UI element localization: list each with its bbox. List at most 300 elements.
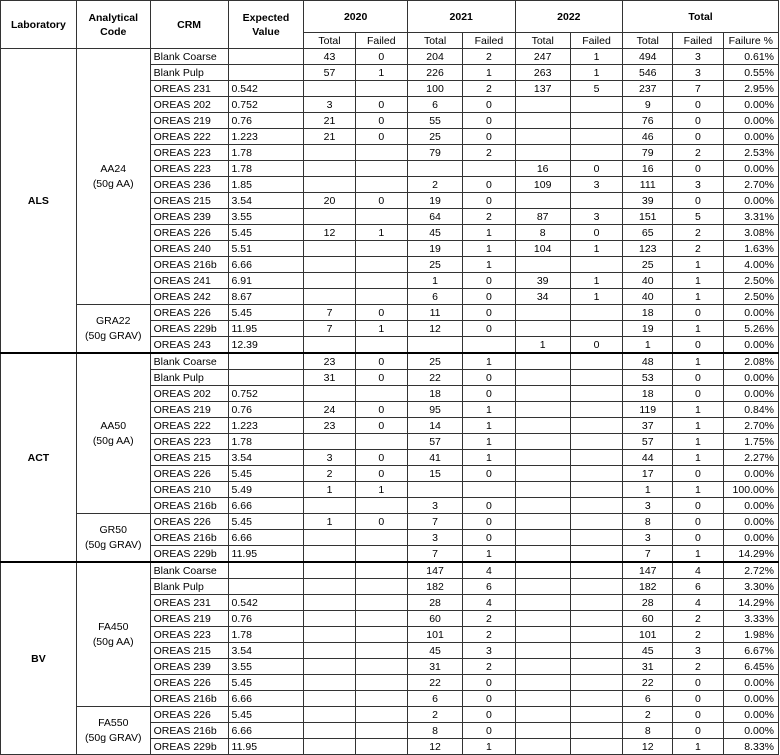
failed-2020	[355, 145, 407, 161]
crm-name: OREAS 240	[150, 241, 228, 257]
failure-percent: 2.70%	[723, 418, 778, 434]
total-2020	[304, 209, 355, 225]
expected-value	[228, 353, 304, 370]
analytical-method: (50g GRAV)	[85, 538, 142, 551]
failure-percent: 0.00%	[723, 466, 778, 482]
subheader-failed: Failed	[355, 33, 407, 49]
crm-name: Blank Coarse	[150, 353, 228, 370]
failed-2020: 0	[355, 418, 407, 434]
failed-2020: 0	[355, 97, 407, 113]
subheader-total: Total	[623, 33, 673, 49]
total-2020: 23	[304, 353, 355, 370]
analytical-code	[76, 707, 150, 755]
total-2022: 16	[515, 161, 570, 177]
total-failed: 0	[673, 498, 723, 514]
total-2021: 25	[407, 353, 462, 370]
failure-percent: 0.00%	[723, 305, 778, 321]
total-2022: 263	[515, 65, 570, 81]
total-count: 40	[623, 289, 673, 305]
failed-2020	[355, 675, 407, 691]
crm-name: OREAS 236	[150, 177, 228, 193]
failed-2022: 1	[570, 65, 622, 81]
total-2022	[515, 546, 570, 563]
expected-value	[228, 579, 304, 595]
total-count: 40	[623, 273, 673, 289]
crm-name: OREAS 219	[150, 402, 228, 418]
total-count: 123	[623, 241, 673, 257]
failed-2020: 0	[355, 193, 407, 209]
total-2022	[515, 482, 570, 498]
failed-2020	[355, 595, 407, 611]
total-2022	[515, 129, 570, 145]
failure-percent: 2.95%	[723, 81, 778, 97]
total-2021: 15	[407, 466, 462, 482]
header-expected-value: Expected Value	[228, 1, 304, 49]
failed-2021: 4	[463, 595, 515, 611]
failed-2021: 6	[463, 579, 515, 595]
crm-name: Blank Pulp	[150, 65, 228, 81]
failed-2021: 1	[463, 402, 515, 418]
total-2021: 45	[407, 643, 462, 659]
subheader-total: Total	[407, 33, 462, 49]
failed-2022: 0	[570, 225, 622, 241]
total-failed: 2	[673, 241, 723, 257]
analytical-code-name: GR50	[99, 523, 127, 536]
failed-2021: 2	[463, 81, 515, 97]
total-failed: 2	[673, 627, 723, 643]
failed-2021: 0	[463, 723, 515, 739]
total-count: 65	[623, 225, 673, 241]
total-2021: 6	[407, 289, 462, 305]
total-failed: 0	[673, 161, 723, 177]
failed-2021: 1	[463, 257, 515, 273]
failed-2021: 0	[463, 321, 515, 337]
total-2022	[515, 193, 570, 209]
failed-2022	[570, 386, 622, 402]
total-count: 31	[623, 659, 673, 675]
total-failed: 0	[673, 466, 723, 482]
total-count: 60	[623, 611, 673, 627]
total-2021: 2	[407, 707, 462, 723]
total-2020: 24	[304, 402, 355, 418]
failed-2022	[570, 145, 622, 161]
failure-percent: 0.00%	[723, 129, 778, 145]
analytical-code-name: FA450	[98, 620, 129, 633]
total-2020	[304, 659, 355, 675]
failure-percent: 0.00%	[723, 707, 778, 723]
table-row	[1, 49, 779, 65]
crm-name: OREAS 229b	[150, 546, 228, 563]
total-2020	[304, 257, 355, 273]
failed-2020	[355, 739, 407, 755]
crm-name: OREAS 219	[150, 611, 228, 627]
total-count: 111	[623, 177, 673, 193]
failed-2022	[570, 402, 622, 418]
total-2021: 41	[407, 450, 462, 466]
crm-name: OREAS 215	[150, 643, 228, 659]
total-failed: 1	[673, 450, 723, 466]
failed-2022	[570, 498, 622, 514]
header-year-2022: 2022	[515, 1, 623, 33]
total-2021: 101	[407, 627, 462, 643]
crm-name: OREAS 241	[150, 273, 228, 289]
total-2020: 43	[304, 49, 355, 65]
total-failed: 1	[673, 321, 723, 337]
failed-2020	[355, 691, 407, 707]
failure-percent: 0.00%	[723, 530, 778, 546]
total-2020	[304, 337, 355, 354]
total-count: 8	[623, 723, 673, 739]
total-2020	[304, 161, 355, 177]
total-count: 2	[623, 707, 673, 723]
failed-2022	[570, 643, 622, 659]
total-failed: 0	[673, 97, 723, 113]
expected-value: 5.51	[228, 241, 304, 257]
total-2022	[515, 418, 570, 434]
total-2020: 57	[304, 65, 355, 81]
failure-percent: 2.70%	[723, 177, 778, 193]
crm-name: OREAS 216b	[150, 498, 228, 514]
failed-2021: 2	[463, 209, 515, 225]
total-count: 147	[623, 562, 673, 579]
failed-2021: 2	[463, 627, 515, 643]
analytical-code	[76, 514, 150, 563]
expected-value: 0.752	[228, 97, 304, 113]
table-row	[1, 305, 779, 321]
failure-percent: 2.50%	[723, 273, 778, 289]
total-2021: 64	[407, 209, 462, 225]
total-2020	[304, 707, 355, 723]
failure-percent: 0.00%	[723, 691, 778, 707]
total-failed: 2	[673, 659, 723, 675]
crm-name: OREAS 243	[150, 337, 228, 354]
crm-name: OREAS 216b	[150, 530, 228, 546]
total-failed: 0	[673, 113, 723, 129]
laboratory-name: ALS	[1, 49, 77, 354]
expected-value: 0.76	[228, 402, 304, 418]
subheader-failed: Failed	[570, 33, 622, 49]
failed-2022	[570, 707, 622, 723]
crm-name: OREAS 239	[150, 209, 228, 225]
failed-2022	[570, 659, 622, 675]
failed-2020: 1	[355, 482, 407, 498]
total-2020: 3	[304, 450, 355, 466]
failed-2020	[355, 177, 407, 193]
total-count: 12	[623, 739, 673, 755]
total-2022	[515, 530, 570, 546]
crm-name: OREAS 215	[150, 193, 228, 209]
total-failed: 5	[673, 209, 723, 225]
failed-2020	[355, 627, 407, 643]
expected-value: 6.66	[228, 691, 304, 707]
total-2021: 6	[407, 691, 462, 707]
expected-value: 5.45	[228, 225, 304, 241]
failure-percent: 14.29%	[723, 546, 778, 563]
total-failed: 0	[673, 514, 723, 530]
total-failed: 1	[673, 289, 723, 305]
failed-2022	[570, 627, 622, 643]
failed-2022	[570, 530, 622, 546]
total-count: 45	[623, 643, 673, 659]
crm-name: OREAS 216b	[150, 723, 228, 739]
total-2020: 1	[304, 514, 355, 530]
total-failed: 1	[673, 482, 723, 498]
header-year-2021: 2021	[407, 1, 515, 33]
total-2022: 109	[515, 177, 570, 193]
expected-value: 6.66	[228, 257, 304, 273]
total-count: 237	[623, 81, 673, 97]
failed-2022	[570, 482, 622, 498]
total-2020: 31	[304, 370, 355, 386]
total-2020	[304, 273, 355, 289]
total-2021: 204	[407, 49, 462, 65]
expected-value: 3.54	[228, 193, 304, 209]
failed-2020	[355, 611, 407, 627]
crm-name: OREAS 222	[150, 129, 228, 145]
failed-2020	[355, 643, 407, 659]
total-2022	[515, 579, 570, 595]
failed-2021: 0	[463, 707, 515, 723]
total-2020	[304, 723, 355, 739]
total-2021: 22	[407, 675, 462, 691]
crm-name: OREAS 231	[150, 595, 228, 611]
crm-name: OREAS 210	[150, 482, 228, 498]
failed-2021: 0	[463, 273, 515, 289]
failure-percent: 6.45%	[723, 659, 778, 675]
failed-2022	[570, 113, 622, 129]
total-2020	[304, 530, 355, 546]
failed-2022	[570, 193, 622, 209]
failed-2022	[570, 305, 622, 321]
total-2020: 7	[304, 321, 355, 337]
analytical-code-name: AA50	[100, 419, 127, 432]
failure-percent: 1.98%	[723, 627, 778, 643]
total-count: 22	[623, 675, 673, 691]
total-count: 79	[623, 145, 673, 161]
analytical-method: (50g AA)	[92, 177, 134, 190]
failed-2022	[570, 434, 622, 450]
total-count: 46	[623, 129, 673, 145]
failed-2020	[355, 161, 407, 177]
total-failed: 0	[673, 337, 723, 354]
total-count: 3	[623, 530, 673, 546]
expected-value: 6.66	[228, 723, 304, 739]
total-2022	[515, 466, 570, 482]
total-failed: 0	[673, 723, 723, 739]
failed-2021: 0	[463, 370, 515, 386]
total-count: 76	[623, 113, 673, 129]
failed-2022	[570, 257, 622, 273]
failure-percent: 0.61%	[723, 49, 778, 65]
failure-percent: 0.00%	[723, 370, 778, 386]
failure-percent: 4.00%	[723, 257, 778, 273]
failure-percent: 2.27%	[723, 450, 778, 466]
failed-2020	[355, 659, 407, 675]
total-2022	[515, 97, 570, 113]
total-failed: 2	[673, 145, 723, 161]
expected-value: 1.78	[228, 627, 304, 643]
expected-value: 3.54	[228, 450, 304, 466]
failed-2021: 4	[463, 562, 515, 579]
crm-name: OREAS 226	[150, 305, 228, 321]
expected-value: 3.55	[228, 659, 304, 675]
total-failed: 3	[673, 49, 723, 65]
header-crm: CRM	[150, 1, 228, 49]
total-failed: 0	[673, 530, 723, 546]
total-2022	[515, 145, 570, 161]
failed-2020	[355, 289, 407, 305]
total-2022: 87	[515, 209, 570, 225]
total-2021: 25	[407, 257, 462, 273]
failed-2020	[355, 434, 407, 450]
total-2021: 147	[407, 562, 462, 579]
total-failed: 1	[673, 402, 723, 418]
total-count: 3	[623, 498, 673, 514]
failure-percent: 100.00%	[723, 482, 778, 498]
failed-2021: 1	[463, 739, 515, 755]
total-failed: 0	[673, 129, 723, 145]
failed-2022: 5	[570, 81, 622, 97]
expected-value: 5.45	[228, 305, 304, 321]
crm-name: OREAS 216b	[150, 691, 228, 707]
total-2021	[407, 482, 462, 498]
expected-value: 6.66	[228, 498, 304, 514]
total-failed: 1	[673, 353, 723, 370]
total-count: 53	[623, 370, 673, 386]
expected-value: 3.54	[228, 643, 304, 659]
total-count: 546	[623, 65, 673, 81]
failed-2020: 0	[355, 450, 407, 466]
failed-2020	[355, 241, 407, 257]
failed-2021: 1	[463, 546, 515, 563]
total-2022: 137	[515, 81, 570, 97]
total-2021	[407, 337, 462, 354]
total-2020: 2	[304, 466, 355, 482]
failure-percent: 0.00%	[723, 386, 778, 402]
crm-name: OREAS 226	[150, 707, 228, 723]
total-2022	[515, 595, 570, 611]
total-failed: 4	[673, 562, 723, 579]
total-2020	[304, 691, 355, 707]
analytical-code-name: GRA22	[96, 314, 131, 327]
failed-2022: 1	[570, 241, 622, 257]
total-count: 151	[623, 209, 673, 225]
failed-2021: 0	[463, 129, 515, 145]
failed-2022	[570, 723, 622, 739]
failed-2020	[355, 707, 407, 723]
crm-name: OREAS 223	[150, 161, 228, 177]
failure-percent: 14.29%	[723, 595, 778, 611]
total-failed: 0	[673, 675, 723, 691]
total-2020: 3	[304, 97, 355, 113]
expected-value: 1.78	[228, 434, 304, 450]
crm-name: OREAS 226	[150, 514, 228, 530]
failed-2022	[570, 579, 622, 595]
total-failed: 0	[673, 386, 723, 402]
crm-name: OREAS 202	[150, 97, 228, 113]
crm-name: OREAS 219	[150, 113, 228, 129]
total-2021: 12	[407, 321, 462, 337]
expected-value: 1.78	[228, 145, 304, 161]
failed-2020	[355, 723, 407, 739]
total-2021: 1	[407, 273, 462, 289]
failure-percent: 1.63%	[723, 241, 778, 257]
total-count: 8	[623, 514, 673, 530]
expected-value	[228, 49, 304, 65]
total-count: 19	[623, 321, 673, 337]
total-2020	[304, 386, 355, 402]
expected-value: 3.55	[228, 209, 304, 225]
failed-2020: 0	[355, 49, 407, 65]
failed-2020	[355, 386, 407, 402]
failed-2020	[355, 81, 407, 97]
analytical-method: (50g GRAV)	[85, 731, 142, 744]
total-2021: 22	[407, 370, 462, 386]
total-2021: 60	[407, 611, 462, 627]
total-count: 18	[623, 386, 673, 402]
total-2022	[515, 627, 570, 643]
crm-name: OREAS 231	[150, 81, 228, 97]
failed-2022	[570, 353, 622, 370]
total-2022	[515, 321, 570, 337]
total-2020	[304, 627, 355, 643]
total-failed: 0	[673, 691, 723, 707]
total-2022	[515, 353, 570, 370]
total-2022	[515, 402, 570, 418]
subheader-failure-pct: Failure %	[723, 33, 778, 49]
total-count: 48	[623, 353, 673, 370]
failure-percent: 0.00%	[723, 337, 778, 354]
total-2020	[304, 675, 355, 691]
total-2020	[304, 611, 355, 627]
total-2021: 100	[407, 81, 462, 97]
total-count: 1	[623, 482, 673, 498]
expected-value: 11.95	[228, 546, 304, 563]
failed-2020	[355, 579, 407, 595]
total-2020: 20	[304, 193, 355, 209]
total-2021: 3	[407, 530, 462, 546]
total-2022	[515, 562, 570, 579]
crm-name: OREAS 216b	[150, 257, 228, 273]
total-failed: 7	[673, 81, 723, 97]
total-failed: 1	[673, 546, 723, 563]
failed-2022: 1	[570, 49, 622, 65]
failed-2021	[463, 161, 515, 177]
failed-2022: 3	[570, 209, 622, 225]
analytical-method: (50g AA)	[92, 635, 134, 648]
total-failed: 0	[673, 707, 723, 723]
expected-value: 6.91	[228, 273, 304, 289]
failed-2022	[570, 675, 622, 691]
failed-2021: 1	[463, 353, 515, 370]
total-2020: 12	[304, 225, 355, 241]
total-2021: 182	[407, 579, 462, 595]
total-2022	[515, 514, 570, 530]
total-failed: 2	[673, 611, 723, 627]
failed-2020	[355, 209, 407, 225]
total-2021: 79	[407, 145, 462, 161]
failed-2020: 0	[355, 370, 407, 386]
failed-2021: 1	[463, 434, 515, 450]
total-2022: 247	[515, 49, 570, 65]
analytical-code	[76, 353, 150, 514]
failed-2021: 0	[463, 289, 515, 305]
failed-2021: 2	[463, 659, 515, 675]
total-2021: 18	[407, 386, 462, 402]
failure-percent: 0.00%	[723, 97, 778, 113]
total-2020	[304, 546, 355, 563]
analytical-code-name: AA24	[100, 162, 127, 175]
